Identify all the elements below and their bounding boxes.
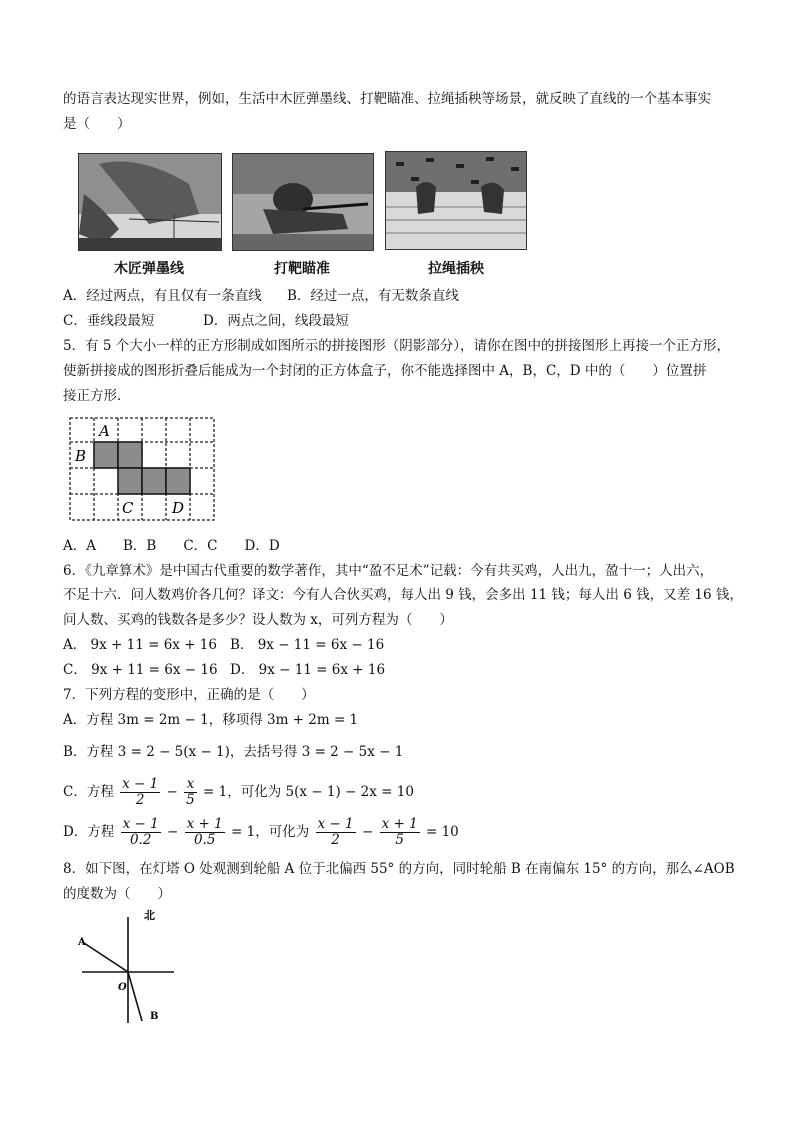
ray-oa — [84, 943, 128, 972]
q7-d-suffix: = 10 — [425, 824, 459, 840]
q7-c-minus: − — [166, 784, 178, 800]
q8-stem-line2: 的度数为（ ） — [63, 886, 171, 902]
q6-option-a: A． 9x + 11 = 6x + 16 — [63, 637, 217, 653]
carpenter-photo — [78, 153, 222, 251]
q4-option-a: A．经过两点，有且仅有一条直线 — [63, 288, 262, 304]
label-d: D — [172, 499, 185, 517]
q6-stem-line2: 不足十六．问人数鸡价各几何？译文：今有人合伙买鸡，每人出 9 钱，会多出 11 钱；每人出 6 钱，又差 16 钱， — [63, 587, 743, 603]
caption-planting: 拉绳插秧 — [428, 261, 484, 277]
point-o-label: O — [118, 982, 127, 993]
q7-d-frac1: $\frac{x - 1}{0.2}$ — [122, 816, 159, 848]
q5-stem-line2: 使新拼接成的图形折叠后能成为一个封闭的正方体盒子，你不能选择图中 A，B，C，D 中的（ ）位置拼 — [63, 363, 707, 379]
q4-stem-line1: 的语言表达现实世界，例如，生活中木匠弹墨线、打靶瞄准、拉绳插秧等场景，就反映了直线的一个基本事实 — [63, 91, 711, 107]
q5-stem-line1: 5．有 5 个大小一样的正方形制成如图所示的拼接图形（阴影部分），请你在图中的拼接图形上再接一个正方形， — [63, 338, 731, 354]
q7-d-prefix: D．方程 — [63, 824, 115, 840]
net-square-2 — [118, 442, 142, 468]
q7-option-d — [63, 815, 459, 849]
net-square-1 — [94, 442, 118, 468]
q7-stem: 7．下列方程的变形中，正确的是（ ） — [63, 687, 315, 703]
point-a-label: A — [78, 937, 86, 948]
q6-option-b: B． 9x − 11 = 6x − 16 — [230, 637, 385, 653]
q7-c-prefix: C．方程 — [63, 784, 114, 800]
q7-d-mid: = 1，可化为 — [231, 824, 310, 840]
point-b-label: B — [150, 1011, 159, 1022]
q6-stem-line1: 6．《九章算术》是中国古代重要的数学著作，其中“盈不足术”记载：今有共买鸡，人出九，盈十一；人出六， — [63, 563, 714, 579]
q7-d-frac2: $\frac{x + 1}{0.5}$ — [186, 816, 223, 848]
caption-aiming: 打靶瞄准 — [274, 261, 330, 277]
q4-option-c: C．垂线段最短 — [63, 313, 155, 329]
ray-ob — [128, 972, 142, 1021]
q6-option-c: C． 9x + 11 = 6x − 16 — [63, 662, 218, 678]
caption-carpenter: 木匠弹墨线 — [114, 261, 184, 277]
net-square-5 — [166, 468, 190, 494]
net-square-3 — [118, 468, 142, 494]
q6-stem-line3: 问人数、买鸡的钱数各是多少？设人数为 x，可列方程为（ ） — [63, 612, 453, 628]
q4-stem-line2: 是（ ） — [63, 116, 131, 132]
planting-photo — [385, 151, 527, 250]
q4-option-b: B．经过一点，有无数条直线 — [287, 288, 459, 304]
q7-d-minus2: − — [361, 824, 374, 840]
label-c: C — [122, 499, 134, 517]
q7-option-a: A．方程 3m = 2m − 1，移项得 3m + 2m = 1 — [63, 712, 359, 728]
q7-option-b: B．方程 3 = 2 − 5(x − 1)，去括号得 3 = 2 − 5x − 1 — [63, 744, 404, 760]
q4-option-d: D．两点之间，线段最短 — [203, 313, 349, 329]
label-a: A — [99, 422, 110, 440]
net-square-4 — [142, 468, 166, 494]
label-b: B — [75, 447, 87, 465]
q5-options: A．A B．B C．C D．D — [63, 538, 280, 554]
q5-stem-line3: 接正方形． — [63, 388, 131, 404]
compass-figure — [70, 905, 190, 1030]
q7-d-frac3: $\frac{x - 1}{2}$ — [317, 816, 354, 848]
q8-stem-line1: 8．如下图，在灯塔 O 处观测到轮船 A 位于北偏西 55° 的方向，同时轮船 B 在南偏东 15° 的方向，那么∠AOB — [63, 861, 735, 877]
aiming-photo — [232, 153, 374, 251]
q7-option-c — [63, 775, 414, 809]
q7-c-suffix: = 1，可化为 5(x − 1) − 2x = 10 — [203, 784, 414, 800]
q7-c-frac1: $\frac{x - 1}{2}$ — [122, 776, 159, 808]
north-label: 北 — [144, 909, 155, 922]
q7-d-frac4: $\frac{x + 1}{5}$ — [381, 816, 418, 848]
q6-option-d: D． 9x − 11 = 6x + 16 — [230, 662, 386, 678]
cube-net-figure — [66, 414, 218, 524]
q7-c-frac2: $\frac{x}{5}$ — [186, 776, 195, 808]
q7-d-minus1: − — [167, 824, 179, 840]
